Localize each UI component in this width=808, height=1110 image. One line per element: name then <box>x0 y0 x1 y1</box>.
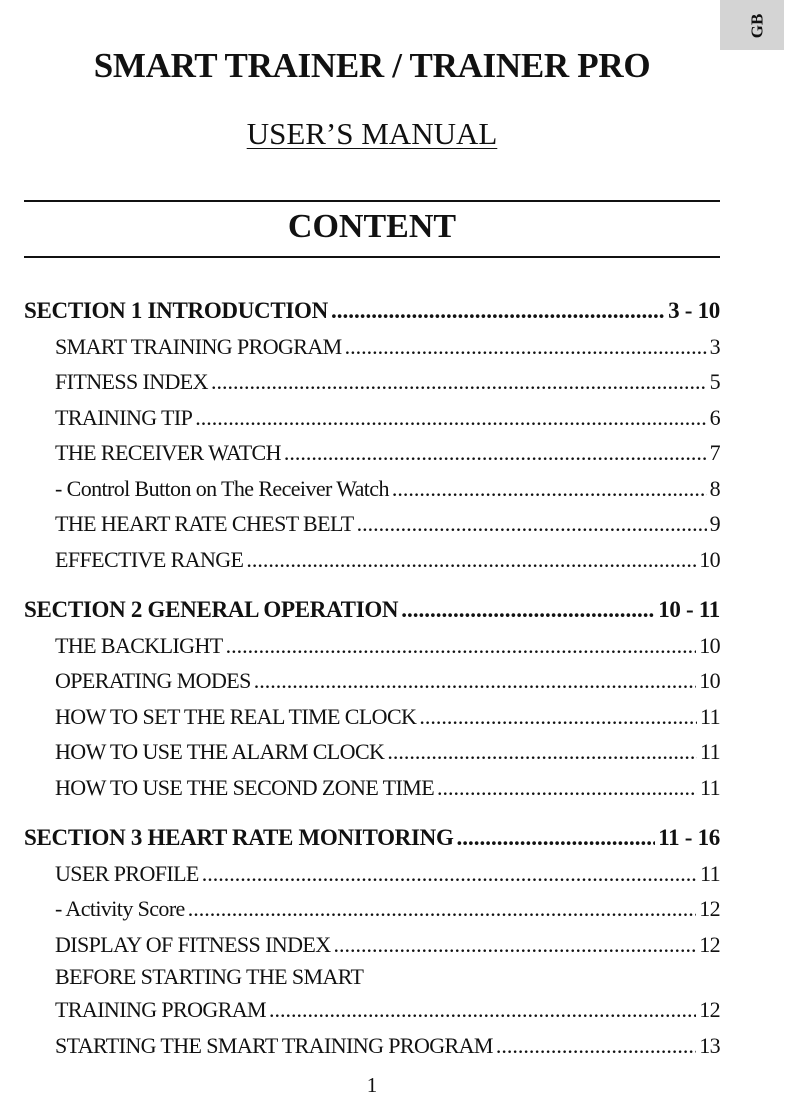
toc-page-number: 3 <box>709 333 720 359</box>
toc-entry-label: THE HEART RATE CHEST BELT <box>55 511 354 536</box>
toc-page-number: 11 <box>700 703 720 729</box>
toc-page-number: 11 - 16 <box>658 825 720 850</box>
toc-page-number: 8 <box>709 475 720 501</box>
toc-entry <box>24 770 720 806</box>
toc-page-number: 10 <box>699 668 720 693</box>
toc-entry-label: TRAINING TIP <box>55 404 193 430</box>
dot-leader <box>284 435 707 471</box>
toc-entry <box>24 400 720 436</box>
dot-leader <box>392 471 707 507</box>
manual-subtitle-text: USER’S MANUAL <box>246 116 498 151</box>
toc-page-number: 12 <box>699 896 720 921</box>
toc-entry <box>24 435 720 471</box>
toc-entry-label: HOW TO USE THE ALARM CLOCK <box>55 739 385 764</box>
toc-entry <box>24 734 720 770</box>
toc-page-number: 3 - 10 <box>668 298 720 323</box>
dot-leader <box>419 699 697 735</box>
page-number: 1 <box>366 1073 378 1097</box>
toc-page-number: 11 <box>700 860 720 886</box>
toc-section-label: SECTION 3 HEART RATE MONITORING <box>24 825 454 850</box>
dot-leader <box>496 1028 696 1064</box>
dot-leader <box>387 734 697 770</box>
toc-entry <box>24 506 720 542</box>
toc-entry <box>24 542 720 578</box>
toc-page-number: 10 <box>699 546 720 572</box>
toc-page-number: 7 <box>709 440 720 465</box>
toc-entry-label: THE RECEIVER WATCH <box>55 440 281 465</box>
toc-page-number: 10 <box>699 632 720 658</box>
divider-top <box>24 200 720 202</box>
toc-page-number: 10 - 11 <box>658 597 720 622</box>
toc-entry <box>24 856 720 892</box>
toc-entry-label: EFFECTIVE RANGE <box>55 546 244 572</box>
dot-leader <box>457 820 656 856</box>
dot-leader <box>334 927 697 963</box>
toc-entry <box>24 1028 720 1064</box>
toc-page-number: 12 <box>699 997 720 1022</box>
dot-leader <box>195 400 706 436</box>
toc-entry-label: HOW TO USE THE SECOND ZONE TIME <box>55 774 435 800</box>
divider-bottom <box>24 256 720 258</box>
toc-entry <box>24 364 720 400</box>
toc-entry-line <box>24 962 720 992</box>
toc-entry <box>24 628 720 664</box>
toc-entry-label: HOW TO SET THE REAL TIME CLOCK <box>55 703 417 729</box>
dot-leader <box>345 329 707 365</box>
contents-heading: CONTENT <box>287 208 457 245</box>
toc-page-number: 9 <box>709 511 720 536</box>
toc-entry <box>24 663 720 699</box>
toc-section <box>24 820 720 856</box>
dot-leader <box>331 293 665 329</box>
toc-page-number: 6 <box>709 404 720 430</box>
toc-entry <box>24 329 720 365</box>
language-tab-label: GB <box>747 13 767 39</box>
dot-leader <box>254 663 696 699</box>
toc-section-label: SECTION 2 GENERAL OPERATION <box>24 597 399 622</box>
toc-section <box>24 293 720 329</box>
toc-entry-label: THE BACKLIGHT <box>55 632 223 658</box>
toc-page-number: 13 <box>699 1032 720 1058</box>
toc-section-label: SECTION 1 INTRODUCTION <box>24 298 328 323</box>
toc-entry-label: USER PROFILE <box>55 860 199 886</box>
toc-entry <box>24 992 720 1028</box>
toc-entry <box>24 471 720 507</box>
toc-entry-label: TRAINING PROGRAM <box>55 997 267 1022</box>
dot-leader <box>226 628 697 664</box>
toc-entry-label: - Activity Score <box>55 896 185 921</box>
toc-page-number: 12 <box>699 931 720 957</box>
table-of-contents <box>24 293 720 1063</box>
toc-section <box>24 592 720 628</box>
language-tab <box>720 0 784 50</box>
toc-entry <box>24 891 720 927</box>
manual-title: SMART TRAINER / TRAINER PRO <box>93 46 651 85</box>
dot-leader <box>202 856 697 892</box>
toc-entry-label: DISPLAY OF FITNESS INDEX <box>55 931 331 957</box>
toc-entry-label: SMART TRAINING PROGRAM <box>55 333 342 359</box>
dot-leader <box>357 506 707 542</box>
dot-leader <box>246 542 696 578</box>
toc-entry <box>24 927 720 963</box>
toc-entry-label: FITNESS INDEX <box>55 369 208 394</box>
dot-leader <box>401 592 655 628</box>
dot-leader <box>188 891 696 927</box>
dot-leader <box>211 364 707 400</box>
toc-entry-label: STARTING THE SMART TRAINING PROGRAM <box>55 1032 493 1058</box>
toc-page-number: 11 <box>700 739 720 764</box>
dot-leader <box>269 992 696 1028</box>
manual-subtitle <box>24 116 720 152</box>
toc-entry-label: OPERATING MODES <box>55 668 251 693</box>
toc-page-number: 11 <box>700 774 720 800</box>
toc-entry-label: BEFORE STARTING THE SMART <box>55 964 364 989</box>
toc-page-number: 5 <box>709 369 720 394</box>
toc-entry-label: - Control Button on The Receiver Watch <box>55 475 389 501</box>
toc-entry <box>24 699 720 735</box>
dot-leader <box>437 770 697 806</box>
